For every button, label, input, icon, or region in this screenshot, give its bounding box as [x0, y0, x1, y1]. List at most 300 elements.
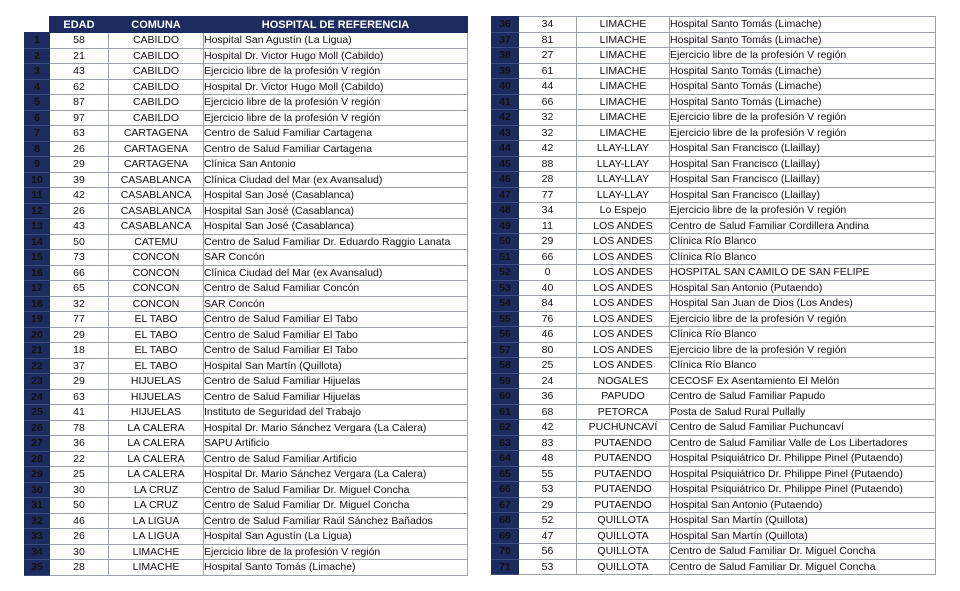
hospital-cell: Hospital Psiquiátrico Dr. Philippe Pinel (Putaendo) [670, 482, 936, 498]
row-number: 28 [25, 451, 50, 467]
row-number: 42 [492, 110, 519, 126]
row-number: 24 [25, 389, 50, 405]
edad-cell: 88 [519, 156, 577, 172]
edad-cell: 83 [519, 435, 577, 451]
edad-cell: 40 [519, 280, 577, 296]
hospital-cell: Clínica Río Blanco [670, 234, 936, 250]
edad-cell: 26 [50, 203, 109, 219]
comuna-cell: EL TABO [109, 358, 204, 374]
edad-cell: 78 [50, 420, 109, 436]
table-row [25, 560, 468, 576]
edad-cell: 58 [50, 33, 109, 49]
row-number: 31 [25, 498, 50, 514]
hospital-cell: Ejercicio libre de la profesión V región [670, 110, 936, 126]
table-row [25, 529, 468, 545]
edad-cell: 48 [519, 451, 577, 467]
table-row [492, 125, 936, 141]
edad-cell: 43 [50, 219, 109, 235]
edad-cell: 50 [50, 234, 109, 250]
hospital-cell: Centro de Salud Familiar Cartagena [204, 126, 468, 142]
table-row [25, 420, 468, 436]
row-number: 11 [25, 188, 50, 204]
hospital-cell: Hospital Santo Tomás (Limache) [670, 79, 936, 95]
hospital-cell: Centro de Salud Familiar Hijuelas [204, 374, 468, 390]
comuna-cell: PAPUDO [577, 389, 670, 405]
comuna-cell: QUILLOTA [577, 544, 670, 560]
row-number: 26 [25, 420, 50, 436]
row-number: 70 [492, 544, 519, 560]
edad-cell: 66 [519, 249, 577, 265]
comuna-cell: LIMACHE [577, 17, 670, 33]
hospital-cell: Centro de Salud Familiar Concón [204, 281, 468, 297]
edad-cell: 61 [519, 63, 577, 79]
edad-cell: 76 [519, 311, 577, 327]
comuna-cell: CABILDO [109, 64, 204, 80]
comuna-cell: LIMACHE [577, 125, 670, 141]
hospital-cell: Centro de Salud Familiar Hijuelas [204, 389, 468, 405]
hospital-cell: Hospital Psiquiátrico Dr. Philippe Pinel (Putaendo) [670, 451, 936, 467]
hospital-cell: SAR Concón [204, 296, 468, 312]
row-number: 21 [25, 343, 50, 359]
comuna-cell: LLAY-LLAY [577, 172, 670, 188]
hospital-cell: Ejercicio libre de la profesión V región [670, 125, 936, 141]
hospital-cell: HOSPITAL SAN CAMILO DE SAN FELIPE [670, 265, 936, 281]
row-number: 16 [25, 265, 50, 281]
edad-cell: 50 [50, 498, 109, 514]
table-row [492, 358, 936, 374]
edad-cell: 0 [519, 265, 577, 281]
table-row [492, 203, 936, 219]
row-number: 17 [25, 281, 50, 297]
row-number: 71 [492, 559, 519, 575]
table-row [492, 327, 936, 343]
edad-cell: 28 [519, 172, 577, 188]
hospital-cell: Ejercicio libre de la profesión V región [670, 203, 936, 219]
hospital-cell: SAR Concón [204, 250, 468, 266]
comuna-cell: LIMACHE [577, 63, 670, 79]
table-row [25, 327, 468, 343]
edad-cell: 30 [50, 544, 109, 560]
comuna-cell: LOS ANDES [577, 280, 670, 296]
hospital-cell: Ejercicio libre de la profesión V región [670, 311, 936, 327]
table-row [25, 157, 468, 173]
table-row [25, 343, 468, 359]
row-number: 65 [492, 466, 519, 482]
table-row [492, 451, 936, 467]
table-row [492, 280, 936, 296]
table-row [492, 404, 936, 420]
table-row [492, 156, 936, 172]
row-number: 2 [25, 48, 50, 64]
comuna-cell: EL TABO [109, 327, 204, 343]
comuna-header: COMUNA [109, 17, 204, 33]
table-row [492, 79, 936, 95]
hospital-cell: Clínica Río Blanco [670, 327, 936, 343]
left-data-table [24, 16, 468, 576]
table-row [492, 528, 936, 544]
hospital-cell: Hospital San José (Casablanca) [204, 188, 468, 204]
table-row [25, 95, 468, 111]
row-number: 47 [492, 187, 519, 203]
comuna-cell: LIMACHE [577, 110, 670, 126]
row-number: 32 [25, 513, 50, 529]
comuna-cell: PUTAENDO [577, 497, 670, 513]
edad-cell: 32 [519, 110, 577, 126]
comuna-cell: LOS ANDES [577, 249, 670, 265]
table-row [25, 64, 468, 80]
hospital-cell: Centro de Salud Familiar El Tabo [204, 343, 468, 359]
edad-cell: 46 [519, 327, 577, 343]
comuna-cell: CATEMU [109, 234, 204, 250]
hospital-cell: Hospital San Francisco (Llaillay) [670, 156, 936, 172]
table-row [492, 435, 936, 451]
hospital-cell: Hospital San Martín (Quillota) [204, 358, 468, 374]
edad-cell: 25 [50, 467, 109, 483]
hospital-cell: Centro de Salud Familiar Valle de Los Libertadores [670, 435, 936, 451]
row-number: 7 [25, 126, 50, 142]
comuna-cell: LOS ANDES [577, 265, 670, 281]
row-number: 20 [25, 327, 50, 343]
comuna-cell: CONCON [109, 250, 204, 266]
comuna-cell: LOS ANDES [577, 296, 670, 312]
table-row [492, 17, 936, 33]
edad-cell: 34 [519, 17, 577, 33]
comuna-cell: CASABLANCA [109, 203, 204, 219]
row-number: 18 [25, 296, 50, 312]
table-row [492, 218, 936, 234]
row-number: 61 [492, 404, 519, 420]
row-number: 59 [492, 373, 519, 389]
hospital-cell: Centro de Salud Familiar Dr. Miguel Concha [204, 498, 468, 514]
hospital-cell: Hospital San Martín (Quillota) [670, 513, 936, 529]
hospital-cell: Centro de Salud Familiar El Tabo [204, 327, 468, 343]
comuna-cell: LIMACHE [577, 94, 670, 110]
table-row [25, 250, 468, 266]
table-row [25, 467, 468, 483]
edad-cell: 32 [50, 296, 109, 312]
comuna-cell: PETORCA [577, 404, 670, 420]
hospital-cell: Hospital Santo Tomás (Limache) [204, 560, 468, 576]
edad-cell: 42 [519, 141, 577, 157]
edad-cell: 26 [50, 529, 109, 545]
table-row [25, 203, 468, 219]
hospital-cell: Ejercicio libre de la profesión V región [204, 95, 468, 111]
row-number: 62 [492, 420, 519, 436]
table-row [492, 342, 936, 358]
row-number: 6 [25, 110, 50, 126]
row-number: 12 [25, 203, 50, 219]
edad-cell: 53 [519, 559, 577, 575]
edad-cell: 29 [50, 157, 109, 173]
edad-cell: 30 [50, 482, 109, 498]
row-number: 35 [25, 560, 50, 576]
hospital-cell: Ejercicio libre de la profesión V región [204, 64, 468, 80]
edad-cell: 36 [519, 389, 577, 405]
edad-cell: 29 [50, 374, 109, 390]
row-number: 56 [492, 327, 519, 343]
row-number: 37 [492, 32, 519, 48]
hospital-cell: Centro de Salud Familiar Dr. Miguel Concha [204, 482, 468, 498]
hospital-cell: Hospital San Francisco (Llaillay) [670, 187, 936, 203]
hospital-cell: Hospital Santo Tomás (Limache) [670, 94, 936, 110]
hospital-cell: Hospital San Antonio (Putaendo) [670, 280, 936, 296]
hospital-cell: Hospital San Juan de Dios (Los Andes) [670, 296, 936, 312]
table-row [25, 110, 468, 126]
table-row [25, 48, 468, 64]
edad-cell: 80 [519, 342, 577, 358]
comuna-cell: QUILLOTA [577, 528, 670, 544]
comuna-cell: LOS ANDES [577, 342, 670, 358]
table-row [492, 311, 936, 327]
table-row [25, 141, 468, 157]
comuna-cell: PUTAENDO [577, 466, 670, 482]
hospital-cell: Centro de Salud Familiar Cartagena [204, 141, 468, 157]
comuna-cell: PUTAENDO [577, 435, 670, 451]
row-number: 52 [492, 265, 519, 281]
row-number: 63 [492, 435, 519, 451]
table-row [492, 373, 936, 389]
hospital-cell: Hospital San Martín (Quillota) [670, 528, 936, 544]
edad-cell: 44 [519, 79, 577, 95]
edad-cell: 18 [50, 343, 109, 359]
table-row [492, 420, 936, 436]
edad-cell: 65 [50, 281, 109, 297]
comuna-cell: HIJUELAS [109, 374, 204, 390]
hospital-cell: Ejercicio libre de la profesión V región [670, 342, 936, 358]
table-row [492, 234, 936, 250]
comuna-cell: CASABLANCA [109, 172, 204, 188]
edad-cell: 62 [50, 79, 109, 95]
edad-cell: 36 [50, 436, 109, 452]
row-number: 50 [492, 234, 519, 250]
row-number: 57 [492, 342, 519, 358]
row-number: 34 [25, 544, 50, 560]
row-number: 64 [492, 451, 519, 467]
table-row [492, 389, 936, 405]
edad-cell: 84 [519, 296, 577, 312]
table-row [25, 234, 468, 250]
hospital-cell: CECOSF Ex Asentamiento El Melón [670, 373, 936, 389]
row-number: 49 [492, 218, 519, 234]
edad-cell: 97 [50, 110, 109, 126]
row-number: 48 [492, 203, 519, 219]
hospital-cell: Hospital San José (Casablanca) [204, 219, 468, 235]
row-number: 3 [25, 64, 50, 80]
comuna-cell: HIJUELAS [109, 405, 204, 421]
row-number: 69 [492, 528, 519, 544]
hospital-cell: Ejercicio libre de la profesión V región [670, 48, 936, 64]
table-row [25, 281, 468, 297]
comuna-cell: EL TABO [109, 312, 204, 328]
row-number: 66 [492, 482, 519, 498]
table-row [492, 296, 936, 312]
comuna-cell: PUTAENDO [577, 451, 670, 467]
comuna-cell: LA CRUZ [109, 498, 204, 514]
hospital-cell: Hospital San Francisco (Llaillay) [670, 172, 936, 188]
hospital-cell: Centro de Salud Familiar Dr. Eduardo Raggio Lanata [204, 234, 468, 250]
edad-cell: 41 [50, 405, 109, 421]
comuna-cell: LA CALERA [109, 451, 204, 467]
table-row [492, 497, 936, 513]
hospital-cell: Hospital Santo Tomás (Limache) [670, 63, 936, 79]
comuna-cell: CABILDO [109, 79, 204, 95]
table-row [492, 32, 936, 48]
table-row [25, 172, 468, 188]
hospital-cell: Hospital San Agustín (La Ligua) [204, 529, 468, 545]
row-number: 55 [492, 311, 519, 327]
edad-cell: 52 [519, 513, 577, 529]
edad-cell: 24 [519, 373, 577, 389]
table-row [25, 188, 468, 204]
edad-cell: 63 [50, 126, 109, 142]
row-number: 4 [25, 79, 50, 95]
edad-cell: 56 [519, 544, 577, 560]
comuna-cell: LIMACHE [577, 79, 670, 95]
comuna-cell: PUTAENDO [577, 482, 670, 498]
hospital-cell: Ejercicio libre de la profesión V región [204, 110, 468, 126]
table-row [25, 436, 468, 452]
hospital-cell: Centro de Salud Familiar Artificio [204, 451, 468, 467]
table-row [25, 296, 468, 312]
edad-cell: 29 [519, 234, 577, 250]
table-row [492, 141, 936, 157]
row-number: 40 [492, 79, 519, 95]
comuna-cell: LOS ANDES [577, 234, 670, 250]
comuna-cell: LLAY-LLAY [577, 156, 670, 172]
edad-cell: 39 [50, 172, 109, 188]
table-row [492, 63, 936, 79]
hospital-cell: Hospital San Francisco (Llaillay) [670, 141, 936, 157]
table-row [492, 544, 936, 560]
hospital-cell: Centro de Salud Familiar Puchuncaví [670, 420, 936, 436]
hospital-cell: Centro de Salud Familiar Dr. Miguel Concha [670, 559, 936, 575]
edad-cell: 66 [50, 265, 109, 281]
table-row [492, 94, 936, 110]
hospital-cell: Hospital Dr. Mario Sánchez Vergara (La Calera) [204, 467, 468, 483]
edad-cell: 46 [50, 513, 109, 529]
edad-header: EDAD [50, 17, 109, 33]
row-number: 54 [492, 296, 519, 312]
row-number: 53 [492, 280, 519, 296]
edad-cell: 81 [519, 32, 577, 48]
table-row [492, 48, 936, 64]
comuna-cell: CABILDO [109, 110, 204, 126]
edad-cell: 29 [519, 497, 577, 513]
comuna-cell: LA LIGUA [109, 529, 204, 545]
comuna-cell: CONCON [109, 265, 204, 281]
edad-cell: 27 [519, 48, 577, 64]
comuna-cell: LIMACHE [109, 544, 204, 560]
hospital-cell: Clínica Ciudad del Mar (ex Avansalud) [204, 172, 468, 188]
edad-cell: 47 [519, 528, 577, 544]
comuna-cell: LIMACHE [577, 32, 670, 48]
comuna-cell: QUILLOTA [577, 513, 670, 529]
hospital-cell: Hospital San Antonio (Putaendo) [670, 497, 936, 513]
edad-cell: 66 [519, 94, 577, 110]
comuna-cell: LA CALERA [109, 436, 204, 452]
edad-cell: 77 [50, 312, 109, 328]
comuna-cell: PUCHUNCAVÍ [577, 420, 670, 436]
edad-cell: 73 [50, 250, 109, 266]
table-row [492, 265, 936, 281]
edad-cell: 34 [519, 203, 577, 219]
edad-cell: 63 [50, 389, 109, 405]
table-row [492, 466, 936, 482]
row-number: 14 [25, 234, 50, 250]
table-row [492, 172, 936, 188]
edad-cell: 26 [50, 141, 109, 157]
hospital-cell: Hospital San Agustín (La Ligua) [204, 33, 468, 49]
edad-cell: 25 [519, 358, 577, 374]
edad-cell: 77 [519, 187, 577, 203]
row-number: 13 [25, 219, 50, 235]
comuna-cell: CASABLANCA [109, 219, 204, 235]
table-row [25, 219, 468, 235]
hospital-cell: Hospital Santo Tomás (Limache) [670, 17, 936, 33]
hospital-cell: Hospital San José (Casablanca) [204, 203, 468, 219]
comuna-cell: NOGALES [577, 373, 670, 389]
hospital-cell: Centro de Salud Familiar Papudo [670, 389, 936, 405]
row-number: 45 [492, 156, 519, 172]
hospital-cell: Hospital Dr. Victor Hugo Moll (Cabildo) [204, 48, 468, 64]
edad-cell: 21 [50, 48, 109, 64]
comuna-cell: HIJUELAS [109, 389, 204, 405]
left-header-row [25, 17, 468, 33]
comuna-cell: EL TABO [109, 343, 204, 359]
hospital-cell: Hospital Psiquiátrico Dr. Philippe Pinel (Putaendo) [670, 466, 936, 482]
comuna-cell: CABILDO [109, 95, 204, 111]
edad-cell: 53 [519, 482, 577, 498]
comuna-cell: QUILLOTA [577, 559, 670, 575]
hospital-cell: Hospital Dr. Victor Hugo Moll (Cabildo) [204, 79, 468, 95]
hospital-cell: Clínica San Antonio [204, 157, 468, 173]
table-row [492, 513, 936, 529]
comuna-cell: CARTAGENA [109, 141, 204, 157]
row-number: 30 [25, 482, 50, 498]
hospital-cell: Hospital Dr. Mario Sánchez Vergara (La Calera) [204, 420, 468, 436]
row-number: 39 [492, 63, 519, 79]
row-number: 68 [492, 513, 519, 529]
table-row [492, 559, 936, 575]
comuna-cell: LA CALERA [109, 420, 204, 436]
table-row [25, 79, 468, 95]
hospital-cell: Posta de Salud Rural Pullally [670, 404, 936, 420]
edad-cell: 42 [50, 188, 109, 204]
comuna-cell: LA CALERA [109, 467, 204, 483]
comuna-cell: CARTAGENA [109, 126, 204, 142]
row-number: 5 [25, 95, 50, 111]
comuna-cell: LOS ANDES [577, 327, 670, 343]
index-header [25, 17, 50, 33]
row-number: 29 [25, 467, 50, 483]
comuna-cell: CONCON [109, 296, 204, 312]
edad-cell: 28 [50, 560, 109, 576]
table-row [25, 33, 468, 49]
edad-cell: 11 [519, 218, 577, 234]
table-row [25, 389, 468, 405]
table-row [25, 126, 468, 142]
hospital-cell: Hospital Santo Tomás (Limache) [670, 32, 936, 48]
comuna-cell: LLAY-LLAY [577, 141, 670, 157]
edad-cell: 43 [50, 64, 109, 80]
row-number: 43 [492, 125, 519, 141]
table-row [492, 482, 936, 498]
row-number: 1 [25, 33, 50, 49]
comuna-cell: LOS ANDES [577, 218, 670, 234]
comuna-cell: CARTAGENA [109, 157, 204, 173]
comuna-cell: CABILDO [109, 48, 204, 64]
table-row [25, 405, 468, 421]
